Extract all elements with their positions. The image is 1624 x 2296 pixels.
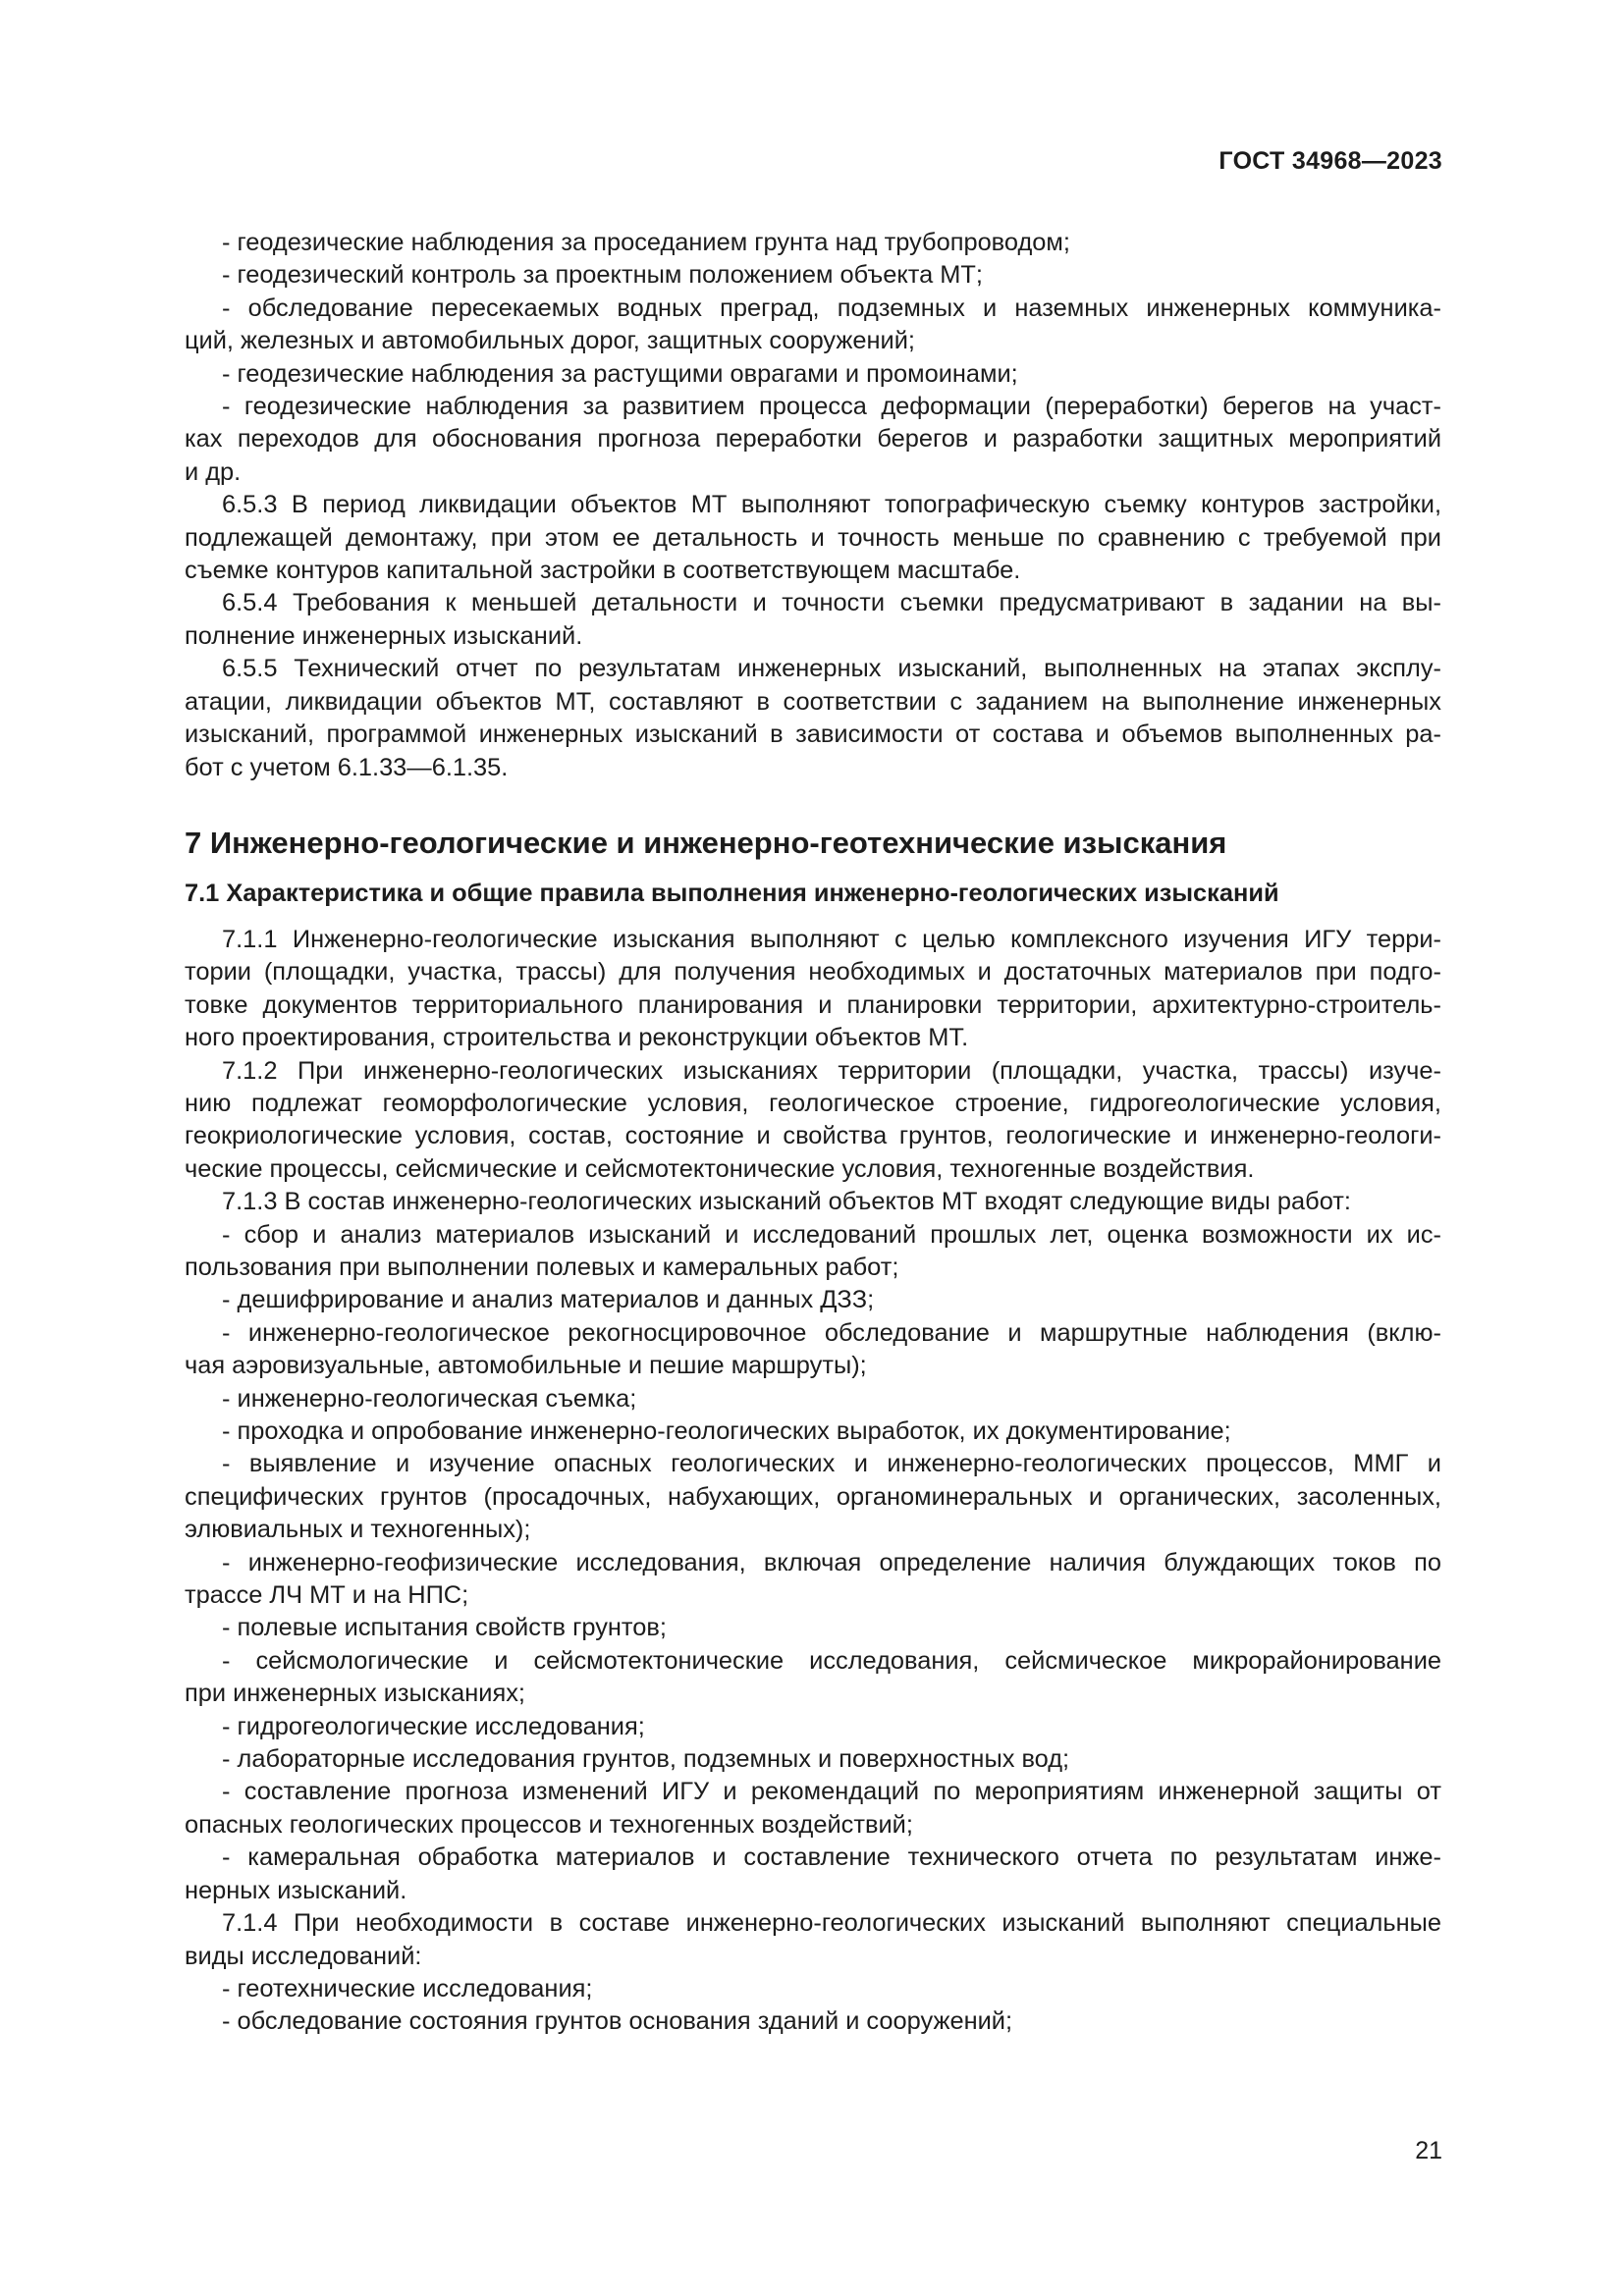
paragraph bbox=[185, 1776, 1441, 1842]
text-line: нию подлежат геоморфологические условия, геологическое строение, гидрогеологические условия, bbox=[185, 1089, 1441, 1117]
text-line: нерных изысканий. bbox=[185, 1876, 407, 1904]
text-line: подлежащей демонтажу, при этом ее детальность и точность меньше по сравнению с требуемой при bbox=[185, 523, 1441, 552]
paragraph bbox=[185, 1973, 1441, 2005]
paragraph bbox=[185, 587, 1441, 653]
paragraph bbox=[185, 1907, 1441, 1973]
text-line: геокриологические условия, состав, состояние и свойства грунтов, геологические и инженерно-геологи- bbox=[185, 1122, 1441, 1150]
text-line: 7.1.1 Инженерно-геологические изыскания выполняют с целью комплексного изучения ИГУ терри- bbox=[222, 925, 1441, 953]
text-line: 7.1.4 При необходимости в составе инженерно-геологических изысканий выполняют специальные bbox=[222, 1909, 1441, 1938]
text-line: полнение инженерных изысканий. bbox=[185, 621, 583, 650]
paragraph bbox=[185, 1547, 1441, 1613]
paragraph bbox=[185, 653, 1441, 784]
text-line: пользования при выполнении полевых и камеральных работ; bbox=[185, 1253, 899, 1281]
paragraph bbox=[185, 1711, 1441, 1743]
text-line: - обследование состояния грунтов основания зданий и сооружений; bbox=[222, 2007, 1013, 2036]
paragraph bbox=[185, 924, 1441, 1055]
text-line: - гидрогеологические исследования; bbox=[222, 1712, 645, 1740]
text-line: специфических грунтов (просадочных, набухающих, органоминеральных и органических, засоленных, bbox=[185, 1482, 1441, 1511]
subsection-title: 7.1 Характеристика и общие правила выполнения инженерно-геологических изысканий bbox=[185, 879, 1279, 907]
text-line: элювиальных и техногенных); bbox=[185, 1516, 531, 1544]
text-line: съемке контуров капитальной застройки в соответствующем масштабе. bbox=[185, 557, 1021, 585]
paragraph bbox=[185, 1383, 1441, 1415]
text-line: при инженерных изысканиях; bbox=[185, 1680, 525, 1708]
text-line: бот с учетом 6.1.33—6.1.35. bbox=[185, 753, 509, 781]
text-line: - обследование пересекаемых водных преград, подземных и наземных инженерных коммуника- bbox=[222, 294, 1441, 322]
paragraph bbox=[185, 227, 1441, 259]
page-body bbox=[185, 227, 1441, 2039]
paragraph bbox=[185, 1612, 1441, 1644]
text-line: - инженерно-геофизические исследования, включая определение наличия блуждающих токов по bbox=[222, 1548, 1441, 1576]
paragraph bbox=[185, 489, 1441, 587]
paragraph bbox=[185, 1219, 1441, 1285]
section-7-1-body bbox=[185, 924, 1441, 2039]
paragraph bbox=[185, 2005, 1441, 2038]
text-line: ческие процессы, сейсмические и сейсмотектонические условия, техногенные воздействия. bbox=[185, 1154, 1255, 1183]
paragraph bbox=[185, 259, 1441, 292]
text-line: - проходка и опробование инженерно-геологических выработок, их документирование; bbox=[222, 1417, 1231, 1445]
paragraph bbox=[185, 1645, 1441, 1711]
text-line: тории (площадки, участка, трассы) для получения необходимых и достаточных материалов при подго- bbox=[185, 958, 1441, 987]
text-line: чая аэровизуальные, автомобильные и пешие маршруты); bbox=[185, 1352, 867, 1380]
text-line: трассе ЛЧ МТ и на НПС; bbox=[185, 1581, 469, 1610]
text-line: - инженерно-геологическое рекогносцировочное обследование и маршрутные наблюдения (вклю- bbox=[222, 1318, 1441, 1347]
paragraph bbox=[185, 1186, 1441, 1218]
section-6-5-continuation bbox=[185, 227, 1441, 784]
text-line: опасных геологических процессов и техногенных воздействий; bbox=[185, 1810, 913, 1839]
paragraph bbox=[185, 1842, 1441, 1907]
text-line: ного проектирования, строительства и реконструкции объектов МТ. bbox=[185, 1024, 969, 1052]
text-line: 7.1.3 В состав инженерно-геологических изысканий объектов МТ входят следующие виды работ: bbox=[222, 1188, 1351, 1216]
text-line: виды исследований: bbox=[185, 1942, 422, 1970]
text-line: товке документов территориального планирования и планировки территории, архитектурно-строитель- bbox=[185, 990, 1441, 1019]
page-number: 21 bbox=[1415, 2137, 1442, 2164]
text-line: - геодезические наблюдения за развитием процесса деформации (переработки) берегов на участ- bbox=[222, 393, 1441, 421]
text-line: - камеральная обработка материалов и составление технического отчета по результатам инже- bbox=[222, 1843, 1441, 1872]
text-line: атации, ликвидации объектов МТ, составляют в соответствии с заданием на выполнение инженерных bbox=[185, 687, 1441, 716]
text-line: - инженерно-геологическая съемка; bbox=[222, 1384, 637, 1413]
text-line: и др. bbox=[185, 457, 242, 486]
text-line: - геодезический контроль за проектным положением объекта МТ; bbox=[222, 261, 983, 290]
text-line: ций, железных и автомобильных дорог, защитных сооружений; bbox=[185, 327, 915, 355]
text-line: - геотехнические исследования; bbox=[222, 1974, 593, 2002]
text-line: 6.5.3 В период ликвидации объектов МТ выполняют топографическую съемку контуров застройки, bbox=[222, 491, 1441, 519]
paragraph bbox=[185, 1317, 1441, 1383]
document-designation: ГОСТ 34968—2023 bbox=[1218, 147, 1442, 175]
paragraph bbox=[185, 1743, 1441, 1776]
paragraph bbox=[185, 293, 1441, 358]
text-line: 6.5.5 Технический отчет по результатам инженерных изысканий, выполненных на этапах эксплу- bbox=[222, 655, 1441, 683]
paragraph bbox=[185, 391, 1441, 489]
paragraph bbox=[185, 358, 1441, 391]
text-line: - дешифрирование и анализ материалов и данных ДЗЗ; bbox=[222, 1286, 875, 1314]
text-line: - составление прогноза изменений ИГУ и рекомендаций по мероприятиям инженерной защиты от bbox=[222, 1778, 1441, 1806]
text-line: ках переходов для обоснования прогноза переработки берегов и разработки защитных мероприятий bbox=[185, 425, 1441, 454]
text-line: 6.5.4 Требования к меньшей детальности и точности съемки предусматривают в задании на вы- bbox=[222, 589, 1441, 617]
text-line: - геодезические наблюдения за проседанием грунта над трубопроводом; bbox=[222, 229, 1070, 256]
paragraph bbox=[185, 1284, 1441, 1316]
paragraph bbox=[185, 1448, 1441, 1546]
text-line: - выявление и изучение опасных геологических и инженерно-геологических процессов, ММГ и bbox=[222, 1450, 1441, 1478]
text-line: - геодезические наблюдения за растущими оврагами и промоинами; bbox=[222, 359, 1018, 388]
text-line: 7.1.2 При инженерно-геологических изысканиях территории (площадки, участка, трассы) изуче- bbox=[222, 1056, 1441, 1085]
text-line: - полевые испытания свойств грунтов; bbox=[222, 1614, 667, 1642]
paragraph bbox=[185, 1415, 1441, 1448]
paragraph bbox=[185, 1055, 1441, 1187]
section-title: 7 Инженерно-геологические и инженерно-геотехнические изыскания bbox=[185, 825, 1227, 860]
text-line: изысканий, программой инженерных изысканий в зависимости от состава и объемов выполненных ра- bbox=[185, 721, 1441, 749]
text-line: - сбор и анализ материалов изысканий и исследований прошлых лет, оценка возможности их ис- bbox=[222, 1220, 1441, 1249]
text-line: - лабораторные исследования грунтов, подземных и поверхностных вод; bbox=[222, 1745, 1070, 1774]
text-line: - сейсмологические и сейсмотектонические исследования, сейсмическое микрорайонирование bbox=[222, 1646, 1441, 1675]
